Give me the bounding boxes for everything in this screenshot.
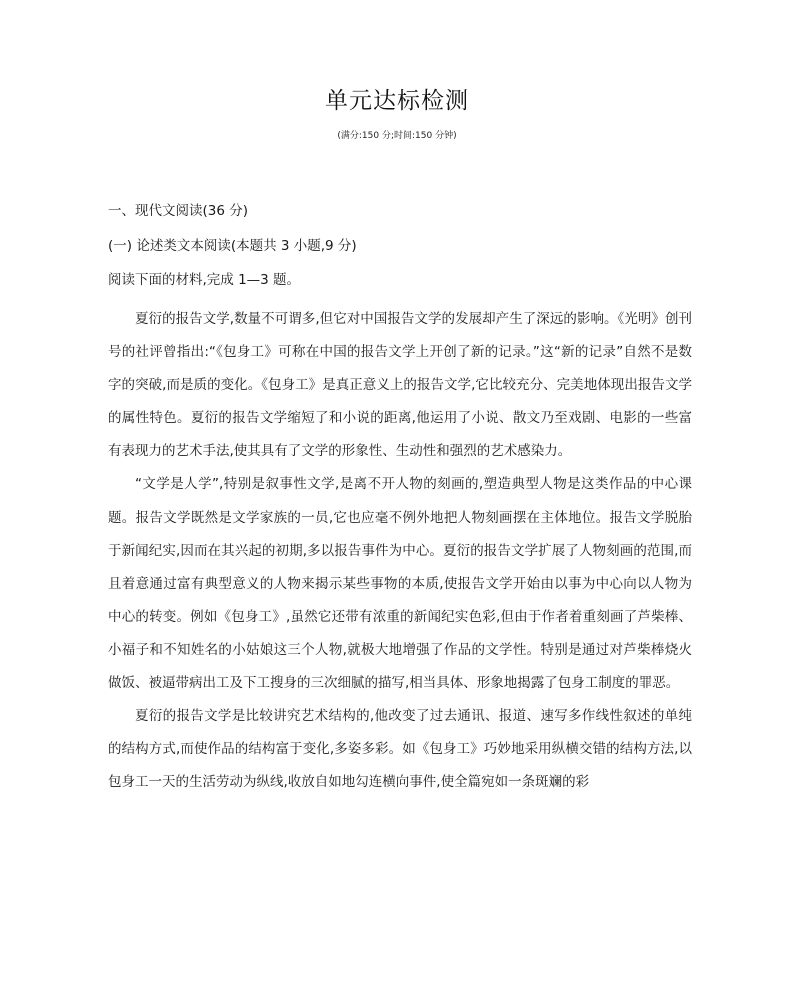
reading-instruction: 阅读下面的材料,完成 1—3 题。 <box>108 272 301 288</box>
page-title: 单元达标检测 <box>325 88 469 114</box>
passage-paragraph-1: 夏衍的报告文学,数量不可谓多,但它对中国报告文学的发展却产生了深远的影响。《光明》创刊号的社评曾指出:“《包身工》可称在中国的报告文学上开创了新的记录。”这“新的记录”自然不是数字的突破,而是质的变化。《包身工》是真正意义上的报告文学,它比较充分、完美地体现出报告文学的属性特色。夏衍的报告文学缩短了和小说的距离,他运用了小说、散文乃至戏剧、电影的一些富有表现力的艺术手法,使其具有了文学的形象性、生动性和强烈的艺术感染力。 <box>108 311 692 460</box>
section-heading: 一、现代文阅读(36 分) <box>108 203 249 219</box>
passage-paragraph-2: “文学是人学”,特别是叙事性文学,是离不开人物的刻画的,塑造典型人物是这类作品的中心课题。报告文学既然是文学家族的一员,它也应毫不例外地把人物刻画摆在主体地位。报告文学脱胎于新闻纪实,因而在其兴起的初期,多以报告事件为中心。夏衍的报告文学扩展了人物刻画的范围,而且着意通过富有典型意义的人物来揭示某些事物的本质,使报告文学开始由以事为中心向以人物为中心的转变。例如《包身工》,虽然它还带有浓重的新闻纪实色彩,但由于作者着重刻画了芦柴棒、小福子和不知姓名的小姑娘这三个人物,就极大地增强了作品的文学性。特别是通过对芦柴棒烧火做饭、被逼带病出工及下工搜身的三次细腻的描写,相当具体、形象地揭露了包身工制度的罪恶。 <box>108 476 692 692</box>
passage-paragraph-3: 夏衍的报告文学是比较讲究艺术结构的,他改变了过去通讯、报道、速写多作线性叙述的单纯的结构方式,而使作品的结构富于变化,多姿多彩。如《包身工》巧妙地采用纵横交错的结构方法,以包身工一天的生活劳动为纵线,收放自如地勾连横向事件,使全篇宛如一条斑斓的彩 <box>108 708 692 791</box>
reading-passage <box>108 303 692 799</box>
subsection-heading: (一) 论述类文本阅读(本题共 3 小题,9 分) <box>108 238 357 254</box>
exam-info: (满分:150 分;时间:150 分钟) <box>337 131 457 141</box>
